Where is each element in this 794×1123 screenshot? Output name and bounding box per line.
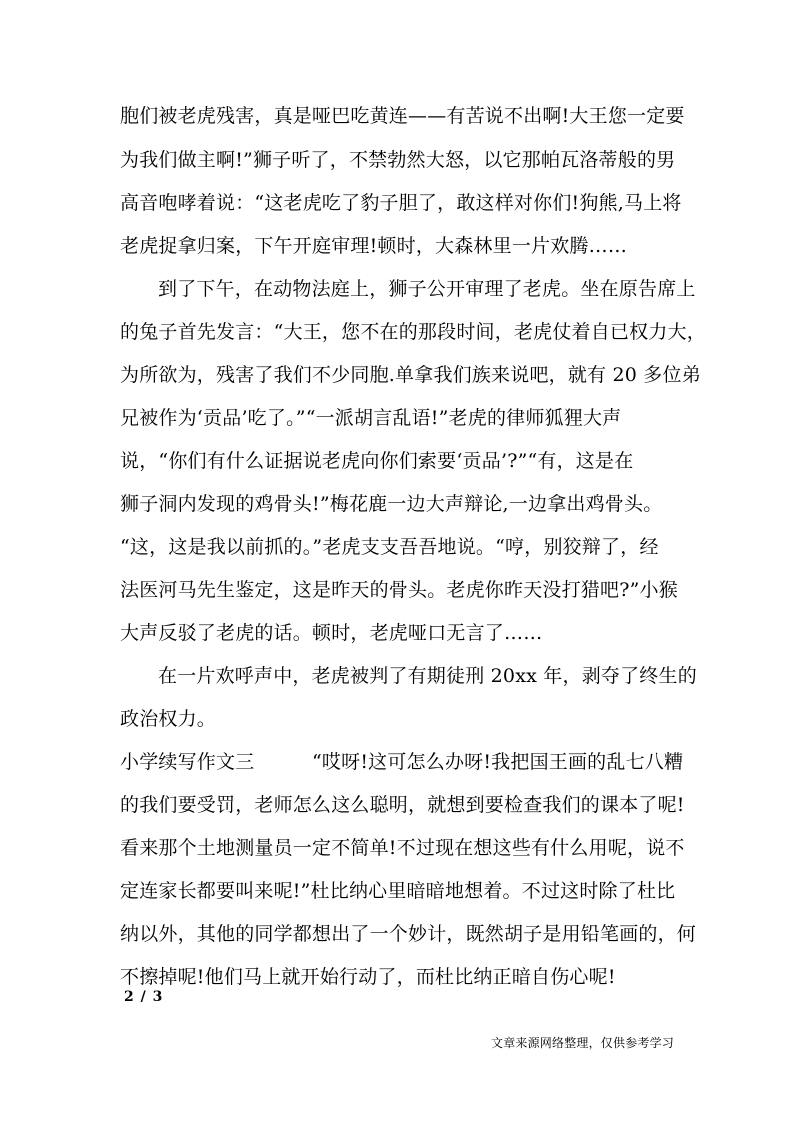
text-line: 老虎捉拿归案，下午开庭审理!顿时，大森林里一片欢腾…… — [120, 235, 628, 257]
text-line: 为我们做主啊!”狮子听了，不禁勃然大怒，以它那帕瓦洛蒂般的男 — [120, 149, 676, 171]
paragraph-start-line: 在一片欢呼声中，老虎被判了有期徒刑 20xx 年，剥夺了终生的 — [158, 665, 697, 687]
paragraph-start-line: 到了下午，在动物法庭上，狮子公开审理了老虎。坐在原告席上 — [158, 278, 696, 300]
text-line: “这，这是我以前抓的。”老虎支支吾吾地说。“哼，别狡辩了，经 — [120, 536, 659, 558]
section-heading-line: 小学续写作文三 “哎呀!这可怎么办呀!我把国王画的乱七八糟 — [120, 751, 684, 773]
text-line: 定连家长都要叫来呢!”杜比纳心里暗暗地想着。不过这时除了杜比 — [120, 880, 676, 902]
text-line: 为所欲为，残害了我们不少同胞.单拿我们族来说吧，就有 20 多位弟 — [120, 364, 701, 386]
page-number: 2 / 3 — [124, 989, 164, 1005]
text-line: 胞们被老虎残害，真是哑巴吃黄连——有苦说不出啊!大王您一定要 — [120, 105, 685, 127]
text-line: 法医河马先生鉴定，这是昨天的骨头。老虎你昨天没打猎吧?”小猴 — [120, 579, 678, 601]
text-line: 兄被作为‘贡品’吃了。”“一派胡言乱语!”老虎的律师狐狸大声 — [120, 407, 622, 429]
text-line: 不擦掉呢!他们马上就开始行动了，而杜比纳正暗自伤心呢! — [120, 966, 616, 988]
text-line: 狮子洞内发现的鸡骨头!”梅花鹿一边大声辩论,一边拿出鸡骨头。 — [120, 493, 663, 515]
text-line: 纳以外，其他的同学都想出了一个妙计，既然胡子是用铅笔画的，何 — [120, 923, 697, 945]
text-line: 高音咆哮着说：“这老虎吃了豹子胆了，敢这样对你们!狗熊,马上将 — [120, 192, 682, 214]
text-line: 的我们要受罚，老师怎么这么聪明，就想到要检查我们的课本了呢! — [120, 794, 685, 816]
text-line: 的兔子首先发言：“大王，您不在的那段时间，老虎仗着自已权力大， — [120, 321, 706, 343]
text-line: 大声反驳了老虎的话。顿时，老虎哑口无言了…… — [120, 622, 543, 644]
text-line: 说，“你们有什么证据说老虎向你们索要‘贡品’?”“有，这是在 — [120, 450, 634, 472]
text-line: 看来那个土地测量员一定不简单!不过现在想这些有什么用呢，说不 — [120, 837, 685, 859]
text-line: 政治权力。 — [120, 708, 217, 730]
footer-note: 文章来源网络整理，仅供参考学习 — [491, 1036, 675, 1050]
